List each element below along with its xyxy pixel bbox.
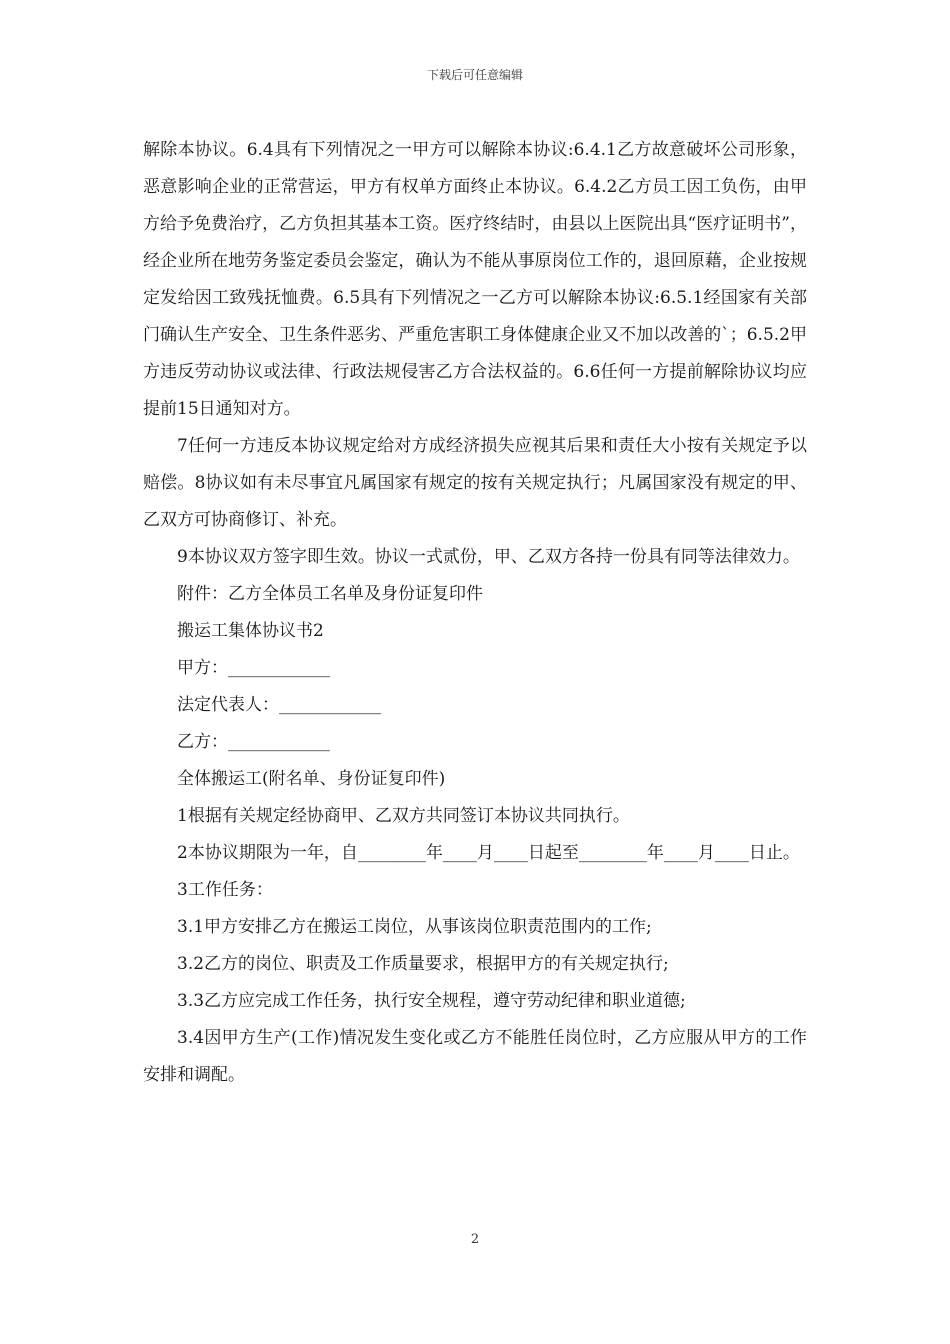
document-body [143, 132, 807, 1094]
clause-3-4: 3.4因甲方生产(工作)情况发生变化或乙方不能胜任岗位时，乙方应服从甲方的工作安排和调配。 [143, 1028, 807, 1085]
page-header: 下载后可任意编辑 [426, 68, 523, 82]
clause-3-1: 3.1甲方安排乙方在搬运工岗位，从事该岗位职责范围内的工作; [177, 917, 652, 937]
legal-representative-line: 法定代表人：____________ [177, 695, 381, 715]
party-b-line: 乙方：____________ [177, 732, 330, 752]
clause-3-3: 3.3乙方应完成工作任务，执行安全规程，遵守劳动纪律和职业道德; [177, 991, 686, 1011]
paragraph-termination-clauses: 解除本协议。6.4具有下列情况之一甲方可以解除本协议:6.4.1乙方故意破坏公司形象，恶意影响企业的正常营运，甲方有权单方面终止本协议。6.4.2乙方员工因工负伤，由甲方给予免费治疗，乙方负担其基本工资。医疗终结时，由县以上医院出具“医疗证明书”，经企业所在地劳务鉴定委员会鉴定，确认为不能从事原岗位工作的，退回原藉，企业按规定发给因工致残抚恤费。6.5具有下列情况之一乙方可以解除本协议:6.5.1经国家有关部门确认生产安全、卫生条件恶劣、严重危害职工身体健康企业又不加以改善的`；6.5.2甲方违反劳动协议或法律、行政法规侵害乙方合法权益的。6.6任何一方提前解除协议均应提前15日通知对方。 [143, 140, 807, 419]
clause-3-heading: 3工作任务： [177, 880, 273, 900]
page-number: 2 [470, 1232, 480, 1247]
porters-line: 全体搬运工(附名单、身份证复印件) [177, 769, 446, 789]
paragraph-compensation: 7任何一方违反本协议规定给对方成经济损失应视其后果和责任大小按有关规定予以赔偿。8协议如有未尽事宜凡属国家有规定的按有关规定执行；凡属国家没有规定的甲、乙双方可协商修订、补充。 [143, 436, 807, 530]
party-a-line: 甲方：____________ [177, 658, 330, 678]
clause-2-term: 2本协议期限为一年，自________年____月____日起至________年____月____日止。 [177, 843, 800, 863]
section-title: 搬运工集体协议书2 [177, 621, 324, 641]
clause-3-2: 3.2乙方的岗位、职责及工作质量要求，根据甲方的有关规定执行; [177, 954, 669, 974]
paragraph-attachment: 附件：乙方全体员工名单及身份证复印件 [177, 584, 483, 604]
paragraph-effectiveness: 9本协议双方签字即生效。协议一式贰份，甲、乙双方各持一份具有同等法律效力。 [177, 547, 800, 567]
clause-1: 1根据有关规定经协商甲、乙双方共同签订本协议共同执行。 [177, 806, 630, 826]
